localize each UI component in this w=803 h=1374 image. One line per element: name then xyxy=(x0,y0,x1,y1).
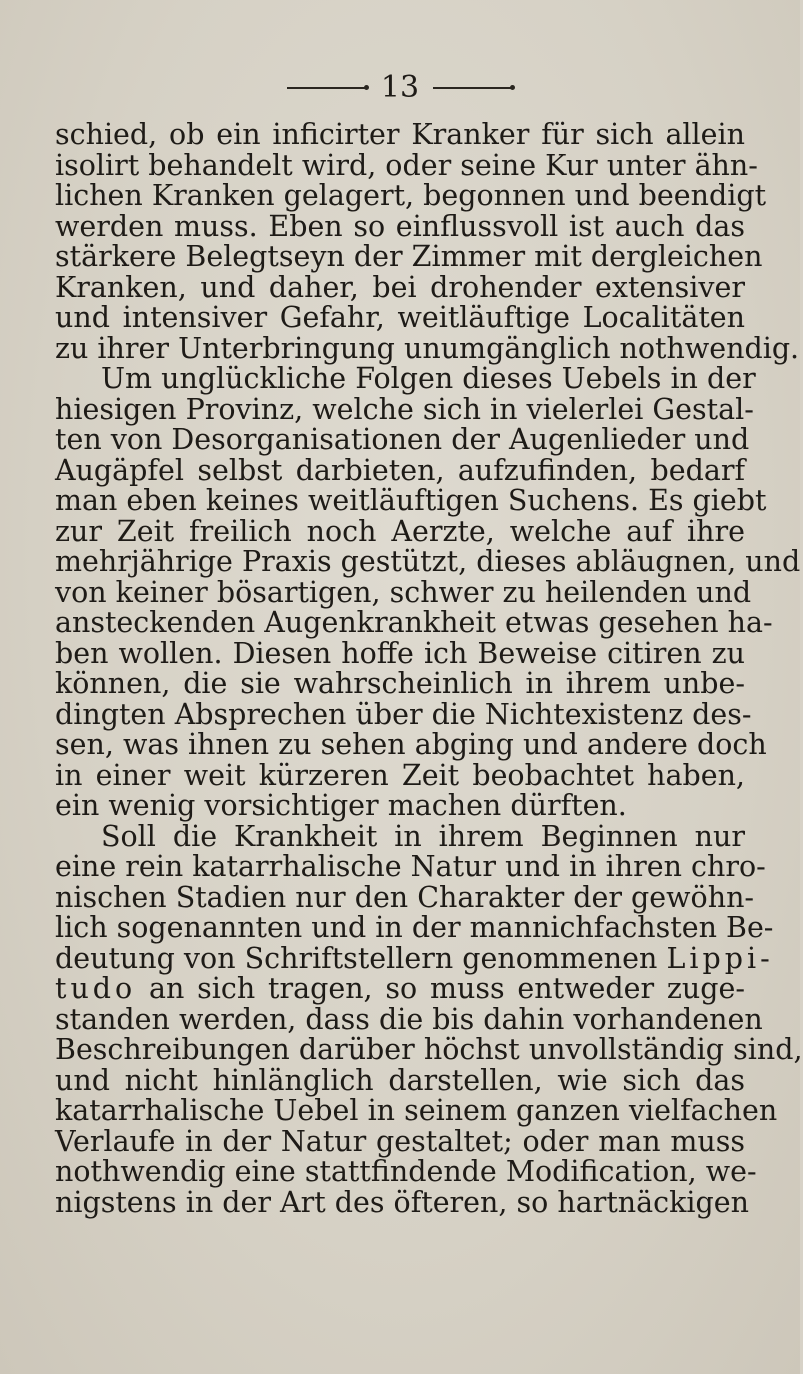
text-line: standen werden, dass die bis dahin vorhandenen xyxy=(55,1002,763,1036)
text-line: man eben keines weitläuftigen Suchens. Es giebt xyxy=(55,484,767,517)
text-line: Augäpfel selbst darbieten, aufzufinden, bedarf xyxy=(55,453,745,487)
text-line-with-spaced-word xyxy=(55,974,745,1005)
body-text xyxy=(55,118,803,1219)
text-line: von keiner bösartigen, schwer zu heilenden und xyxy=(55,575,752,609)
text-line: lichen Kranken gelagert, begonnen und beendigt xyxy=(55,179,767,212)
text-line: Beschreibungen darüber höchst unvollständig sind, xyxy=(55,1033,803,1066)
text-line: können, die sie wahrscheinlich in ihrem unbe- xyxy=(55,667,745,700)
text-line: dingten Absprechen über die Nichtexistenz des- xyxy=(55,697,752,731)
text-line: zu ihrer Unterbringung unumgänglich nothwendig. xyxy=(55,331,800,365)
text-line: Um unglückliche Folgen dieses Uebels in der xyxy=(101,362,756,395)
text-line: eine rein katarrhalische Natur und in ihren chro- xyxy=(55,850,766,883)
text-line: nothwendig eine stattfindende Modification, we- xyxy=(55,1155,757,1188)
text-line: stärkere Belegtseyn der Zimmer mit dergleichen xyxy=(55,240,763,273)
text-line: lich sogenannten und in der mannichfachsten Be- xyxy=(55,911,774,944)
text-segment: an sich tragen, so muss entweder zuge- xyxy=(149,972,745,1005)
text-line: sen, was ihnen zu sehen abging und andere doch xyxy=(55,728,767,761)
text-line: und nicht hinlänglich darstellen, wie sich das xyxy=(55,1063,745,1097)
text-line: mehrjährige Praxis gestützt, dieses abläugnen, und xyxy=(55,545,801,578)
text-line: Verlaufe in der Natur gestaltet; oder man muss xyxy=(55,1124,745,1158)
text-line: ten von Desorganisationen der Augenlieder und xyxy=(55,423,750,456)
text-line: katarrhalische Uebel in seinem ganzen vielfachen xyxy=(55,1094,778,1127)
text-line: zur Zeit freilich noch Aerzte, welche auf ihre xyxy=(55,514,745,548)
text-line: hiesigen Provinz, welche sich in vielerlei Gestal- xyxy=(55,392,754,426)
page-number: 13 xyxy=(380,70,420,105)
text-line: in einer weit kürzeren Zeit beobachtet haben, xyxy=(55,758,745,792)
text-line-with-spaced-word xyxy=(55,941,774,975)
text-line: und intensiver Gefahr, weitläuftige Localitäten xyxy=(55,301,745,334)
header-rule-right xyxy=(433,87,513,89)
text-line: ansteckenden Augenkrankheit etwas gesehen ha- xyxy=(55,606,773,639)
text-line: werden muss. Eben so einflussvoll ist auch das xyxy=(55,209,745,243)
text-line: Soll die Krankheit in ihrem Beginnen nur xyxy=(101,819,745,853)
text-line: Kranken, und daher, bei drohender extensiver xyxy=(55,270,745,304)
spaced-word: Lippi- xyxy=(666,941,774,975)
spaced-word: tudo xyxy=(55,972,137,1005)
text-line: isolirt behandelt wird, oder seine Kur unter ähn- xyxy=(55,148,758,182)
header-rule-left xyxy=(287,87,367,89)
text-segment: deutung von Schriftstellern genommenen xyxy=(55,941,658,975)
page-header xyxy=(0,68,800,108)
text-line: nischen Stadien nur den Charakter der gewöhn- xyxy=(55,880,755,914)
text-line: nigstens in der Art des öfteren, so hartnäckigen xyxy=(55,1185,749,1219)
text-line: ben wollen. Diesen hoffe ich Beweise citiren zu xyxy=(55,636,745,670)
text-line: schied, ob ein inficirter Kranker für sich allein xyxy=(55,118,745,151)
text-line: ein wenig vorsichtiger machen dürften. xyxy=(55,789,627,822)
